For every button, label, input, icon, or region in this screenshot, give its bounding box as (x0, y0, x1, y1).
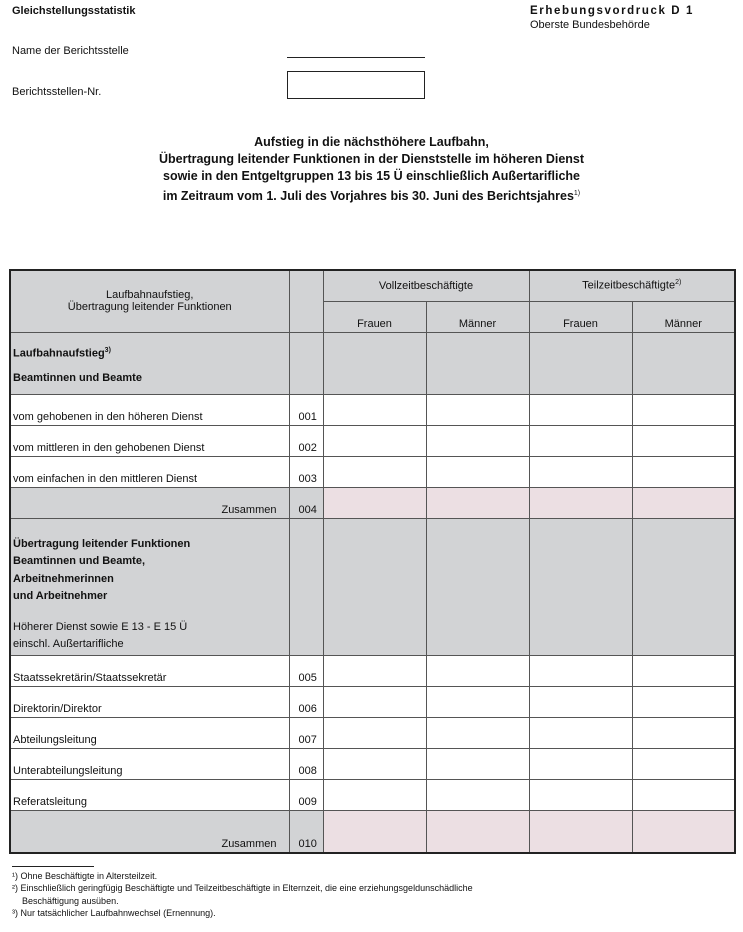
footnote-2-cont: Beschäftigung ausüben. (22, 895, 119, 906)
title-line-2: Übertragung leitender Funktionen in der Dienststelle im höheren Dienst (158, 152, 585, 166)
row-code: 001 (289, 394, 323, 425)
row-code: 003 (289, 456, 323, 487)
row-label: Staatssekretärin/Staatssekretär (10, 655, 289, 686)
form-title (0, 134, 743, 205)
title-line-4: im Zeitraum vom 1. Juli des Vorjahres bis 30. Juni des Berichtsjahres$^{1)}$ (162, 189, 581, 204)
table-row (10, 748, 735, 779)
input-cell[interactable] (529, 394, 632, 425)
table-row (10, 394, 735, 425)
row-code: 009 (289, 779, 323, 810)
total-cell[interactable] (632, 487, 735, 518)
total-cell[interactable] (529, 487, 632, 518)
input-cell[interactable] (529, 779, 632, 810)
fulltime-women-header: Frauen (323, 301, 426, 332)
input-cell[interactable] (426, 425, 529, 456)
table-row (10, 425, 735, 456)
row-code: 002 (289, 425, 323, 456)
input-cell[interactable] (632, 779, 735, 810)
input-cell[interactable] (323, 425, 426, 456)
input-cell[interactable] (632, 425, 735, 456)
input-cell[interactable] (323, 655, 426, 686)
total-label: Zusammen (10, 810, 289, 853)
input-cell[interactable] (426, 655, 529, 686)
row-label: vom einfachen in den mittleren Dienst (10, 456, 289, 487)
row-label: Referatsleitung (10, 779, 289, 810)
input-cell[interactable] (426, 779, 529, 810)
input-cell[interactable] (426, 456, 529, 487)
input-cell[interactable] (323, 456, 426, 487)
fulltime-men-header: Männer (426, 301, 529, 332)
input-cell[interactable] (426, 394, 529, 425)
row-label: Direktorin/Direktor (10, 686, 289, 717)
footnotes (12, 870, 473, 919)
title-line-3: sowie in den Entgeltgruppen 13 bis 15 Ü einschließlich Außertarifliche (163, 169, 580, 183)
total-cell[interactable] (426, 810, 529, 853)
row-code: 004 (289, 487, 323, 518)
total-row (10, 810, 735, 853)
row-code: 005 (289, 655, 323, 686)
total-cell[interactable] (323, 487, 426, 518)
row-code: 006 (289, 686, 323, 717)
input-cell[interactable] (632, 456, 735, 487)
row-label: Abteilungsleitung (10, 717, 289, 748)
total-cell[interactable] (323, 810, 426, 853)
fulltime-header: Vollzeitbeschäftigte (323, 270, 529, 301)
table-row (10, 717, 735, 748)
input-cell[interactable] (632, 655, 735, 686)
reporting-office-name-label: Name der Berichtsstelle (12, 45, 129, 57)
input-cell[interactable] (529, 748, 632, 779)
input-cell[interactable] (323, 748, 426, 779)
row-code: 007 (289, 717, 323, 748)
section-career-advancement: Laufbahnaufstieg$^{3)}$ Beamtinnen und Beamte (10, 332, 289, 394)
table-row (10, 456, 735, 487)
section-leadership-functions: Übertragung leitender Funktionen Beamtinnen und Beamte, Arbeitnehmerinnen und Arbeitnehmer Höherer Dienst sowie E 13 - E 15 Ü einschl. Außertarifliche (10, 518, 289, 655)
total-label: Zusammen (10, 487, 289, 518)
row-label: Unterabteilungsleitung (10, 748, 289, 779)
input-cell[interactable] (426, 686, 529, 717)
title-line-1: Aufstieg in die nächsthöhere Laufbahn, (254, 135, 489, 149)
input-cell[interactable] (323, 686, 426, 717)
input-cell[interactable] (529, 456, 632, 487)
input-cell[interactable] (632, 394, 735, 425)
footnote-divider (12, 866, 94, 867)
parttime-men-header: Männer (632, 301, 735, 332)
input-cell[interactable] (323, 717, 426, 748)
table-row (10, 655, 735, 686)
parttime-header: Teilzeitbeschäftigte$^{2)}$ (529, 270, 735, 301)
reporting-office-name-field[interactable] (287, 57, 425, 58)
table-row (10, 779, 735, 810)
row-code: 010 (289, 810, 323, 853)
authority-label: Oberste Bundesbehörde (530, 19, 650, 31)
footnote-2: ²) Einschließlich geringfügig Beschäftigte und Teilzeitbeschäftigte in Elternzeit, die eine erziehungsgeldunschädliche (12, 883, 473, 894)
footnote-1: ¹) Ohne Beschäftigte in Altersteilzeit. (12, 871, 158, 881)
input-cell[interactable] (323, 779, 426, 810)
total-row (10, 487, 735, 518)
parttime-women-header: Frauen (529, 301, 632, 332)
promotion-table (9, 269, 736, 854)
footnote-3: ³) Nur tatsächlicher Laufbahnwechsel (Ernennung). (12, 907, 216, 918)
row-label: vom mittleren in den gehobenen Dienst (10, 425, 289, 456)
statistics-title: Gleichstellungsstatistik (12, 5, 136, 17)
total-cell[interactable] (632, 810, 735, 853)
input-cell[interactable] (632, 686, 735, 717)
input-cell[interactable] (529, 686, 632, 717)
input-cell[interactable] (529, 717, 632, 748)
input-cell[interactable] (529, 425, 632, 456)
code-column-header (289, 270, 323, 332)
input-cell[interactable] (426, 717, 529, 748)
input-cell[interactable] (632, 717, 735, 748)
row-label: vom gehobenen in den höheren Dienst (10, 394, 289, 425)
row-header-title: Laufbahnaufstieg, Übertragung leitender Funktionen (10, 270, 289, 332)
total-cell[interactable] (529, 810, 632, 853)
table-row (10, 686, 735, 717)
reporting-office-number-label: Berichtsstellen-Nr. (12, 86, 102, 98)
input-cell[interactable] (323, 394, 426, 425)
row-code: 008 (289, 748, 323, 779)
input-cell[interactable] (426, 748, 529, 779)
total-cell[interactable] (426, 487, 529, 518)
reporting-office-number-field[interactable] (287, 71, 425, 99)
form-code: Erhebungsvordruck D 1 (530, 5, 694, 17)
input-cell[interactable] (632, 748, 735, 779)
input-cell[interactable] (529, 655, 632, 686)
